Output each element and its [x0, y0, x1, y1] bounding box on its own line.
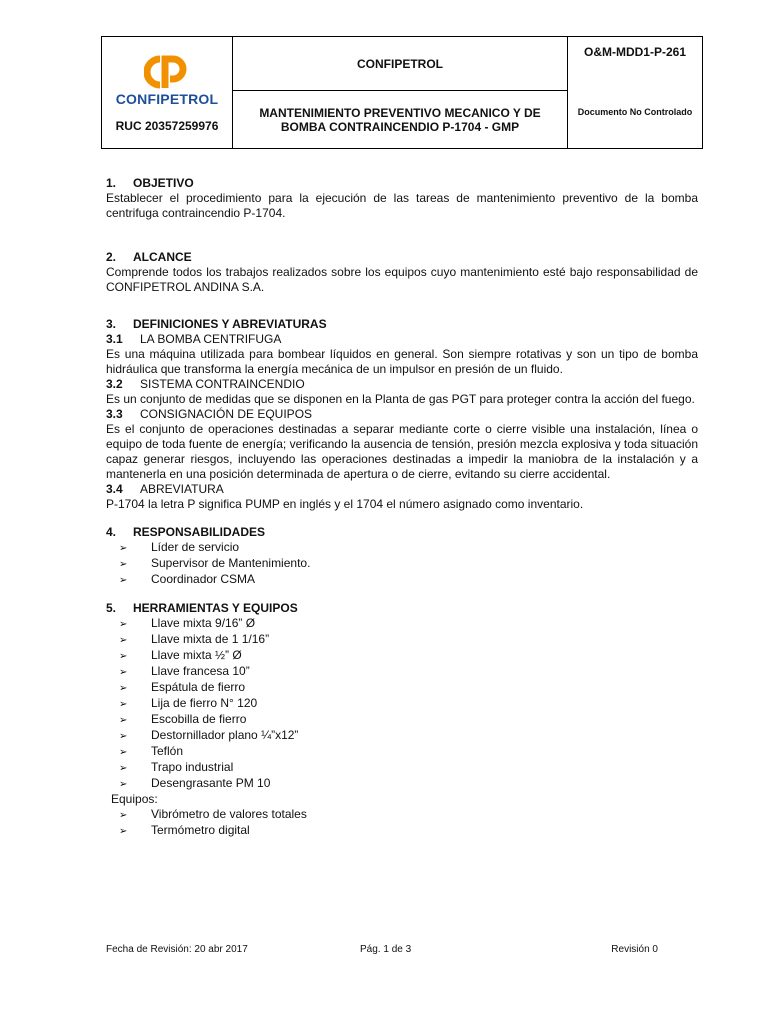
revision-number: Revisión 0 [611, 944, 658, 955]
equipos-label: Equipos: [111, 792, 158, 806]
subsection-3-1-text: Es una máquina utilizada para bombear líquidos en general. Son siempre rotativas y son un tipo de bomba hidráulica que transforma la energía mecánica de un impulsor en presión de un fluido. [106, 347, 698, 376]
arrow-bullet-icon: ➢ [119, 651, 128, 662]
responsibilities-list [106, 540, 698, 588]
arrow-bullet-icon: ➢ [119, 667, 128, 678]
subsection-3-4-text: P-1704 la letra P significa PUMP en inglés y el 1704 el número asignado como inventario. [106, 497, 584, 511]
list-item: ➢ Trapo industrial [119, 760, 234, 774]
section-1-heading: 1. OBJETIVO [106, 176, 194, 190]
arrow-bullet-icon: ➢ [119, 779, 128, 790]
title-line-2: BOMBA CONTRAINCENDIO P-1704 - GMP [280, 119, 520, 134]
list-item: ➢ Desengrasante PM 10 [119, 776, 271, 790]
title-line-1: MANTENIMIENTO PREVENTIVO MECANICO Y DE [259, 105, 541, 120]
arrow-bullet-icon: ➢ [119, 683, 128, 694]
arrow-bullet-icon: ➢ [119, 575, 128, 586]
ruc-number: RUC 20357259976 [115, 118, 219, 133]
list-item: ➢ Llave mixta ½” Ø [119, 648, 242, 662]
confipetrol-logo-icon [144, 55, 190, 89]
list-item: ➢ Coordinador CSMA [119, 572, 256, 586]
arrow-bullet-icon: ➢ [119, 826, 128, 837]
section-1-text: Establecer el procedimiento para la ejecución de las tareas de mantenimiento preventivo de la bomba centrifuga contraincendio P-1704. [106, 191, 698, 220]
list-item: ➢ Supervisor de Mantenimiento. [119, 556, 311, 570]
subsection-3-4-heading: 3.4 ABREVIATURA [106, 482, 224, 496]
arrow-bullet-icon: ➢ [119, 699, 128, 710]
logo-cell [102, 37, 233, 149]
list-item: ➢ Llave francesa 10” [119, 664, 250, 678]
section-5-heading: 5. HERRAMIENTAS Y EQUIPOS [106, 601, 298, 615]
subsection-3-3-text: Es el conjunto de operaciones destinadas a separar mediante corte o cierre visible una instalación, línea o equipo de toda fuente de energía; verificando la ausencia de tensión, presión mezcla explosiva y toda situación capaz generar riesgos, incluyendo las operaciones destinadas a impedir la maniobra de la instalación y a mantenerla en una posición determinada de apertura o de cierre, evitando su cierre accidental. [106, 422, 698, 481]
section-2-heading: 2. ALCANCE [106, 250, 192, 264]
document-header [101, 36, 703, 149]
revision-date: Fecha de Revisión: 20 abr 2017 [106, 944, 248, 955]
document-body [106, 176, 698, 839]
arrow-bullet-icon: ➢ [119, 715, 128, 726]
subsection-3-1-heading: 3.1 LA BOMBA CENTRIFUGA [106, 332, 282, 346]
arrow-bullet-icon: ➢ [119, 559, 128, 570]
subsection-3-3-heading: 3.3 CONSIGNACIÓN DE EQUIPOS [106, 407, 313, 421]
arrow-bullet-icon: ➢ [119, 763, 128, 774]
arrow-bullet-icon: ➢ [119, 619, 128, 630]
list-item: ➢ Teflón [119, 744, 184, 758]
company-name: CONFIPETROL [233, 37, 568, 91]
list-item: ➢ Llave mixta de 1 1/16” [119, 632, 270, 646]
list-item: ➢ Lija de fierro N° 120 [119, 696, 258, 710]
subsection-3-2-heading: 3.2 SISTEMA CONTRAINCENDIO [106, 377, 305, 391]
list-item: ➢ Líder de servicio [119, 540, 240, 554]
doc-code-cell [568, 37, 703, 149]
arrow-bullet-icon: ➢ [119, 810, 128, 821]
arrow-bullet-icon: ➢ [119, 635, 128, 646]
section-2-text: Comprende todos los trabajos realizados sobre los equipos cuyo mantenimiento esté bajo responsabilidad de CONFIPETROL ANDINA S.A. [106, 265, 698, 294]
arrow-bullet-icon: ➢ [119, 731, 128, 742]
list-item: ➢ Destornillador plano ¼”x12” [119, 728, 299, 742]
document-code: O&M-MDD1-P-261 [583, 45, 686, 59]
logo-brand-text: CONFIPETROL [115, 90, 219, 107]
document-title [233, 91, 568, 149]
equipment-list [106, 807, 698, 839]
section-3-heading: 3. DEFINICIONES Y ABREVIATURAS [106, 317, 327, 331]
list-item: ➢ Llave mixta 9/16” Ø [119, 616, 256, 630]
page-number: Pág. 1 de 3 [360, 944, 412, 955]
list-item: ➢ Vibrómetro de valores totales [119, 807, 307, 821]
control-status: Documento No Controlado [577, 107, 693, 117]
list-item: ➢ Espátula de fierro [119, 680, 246, 694]
subsection-3-2-text: Es un conjunto de medidas que se disponen en la Planta de gas PGT para proteger contra la acción del fuego. [106, 392, 695, 406]
list-item: ➢ Escobilla de fierro [119, 712, 247, 726]
arrow-bullet-icon: ➢ [119, 543, 128, 554]
list-item: ➢ Termómetro digital [119, 823, 250, 837]
arrow-bullet-icon: ➢ [119, 747, 128, 758]
section-4-heading: 4. RESPONSABILIDADES [106, 525, 266, 539]
tools-list [106, 616, 698, 792]
